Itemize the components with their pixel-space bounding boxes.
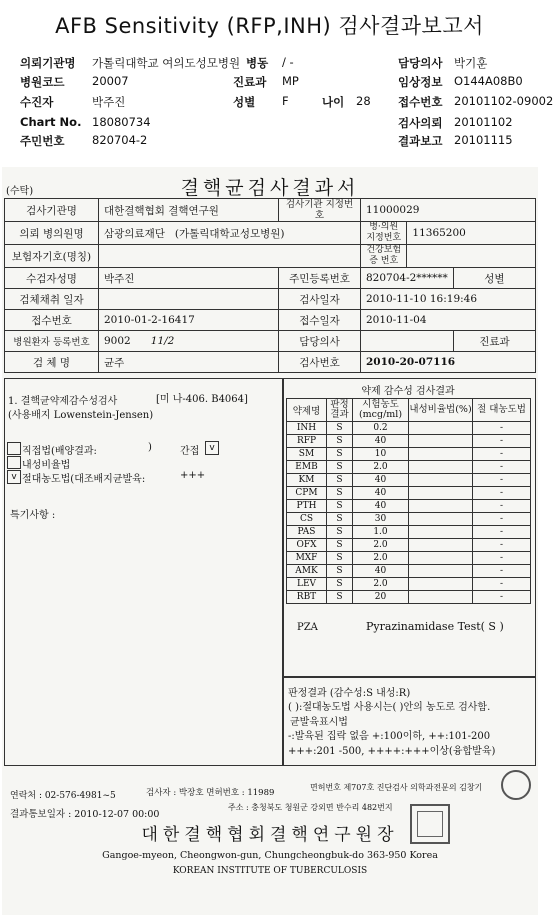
reg-handwritten: 11/2 [150,335,175,347]
drug-name: KM [287,474,327,487]
concentration-value: 2.0 [353,539,409,552]
drug-name: LEV [287,578,327,591]
drug-name: EMB [287,461,327,474]
chart-label: Chart No. [20,115,82,129]
direct-method-paren: ) [148,442,152,453]
doctor-label-sheet: 담당의사 [279,331,361,352]
test-date-value: 2010-11-10 16:19:46 [361,289,536,310]
footer-license: 면허번호 제707호 진단검사 의학과전문의 김창기 [310,783,483,792]
footer-address-en: Gangoe-myeon, Cheongwon-gun, Chungcheongbuk-do 363-950 Korea [102,850,438,861]
insured-label: 보험자기호(명칭) [5,245,99,268]
req-note: (가톨릭대학교성모병원) [174,227,285,240]
results-header-row [287,399,531,422]
test-date-label: 검사일자 [279,289,361,310]
judgement-value: S [327,513,353,526]
absolute-value: - [473,565,531,578]
req-value: 삼광의료재단 [104,227,165,240]
proportion-value [409,578,473,591]
pza-label: PZA [297,622,318,633]
patient-value: 박주진 [92,95,126,109]
institution-label: 의뢰기관명 [20,56,76,70]
footer-contact: 연락처 : 02-576-4981~5 [10,791,116,801]
footer-institute-en: KOREAN INSTITUTE OF TUBERCULOSIS [172,866,368,876]
judgement-value: S [327,487,353,500]
request-label: 검사의뢰 [398,116,443,130]
rrn-value: 820704-2****** [361,268,454,289]
judgement-value: S [327,500,353,513]
drug-name: RFP [287,435,327,448]
inst-value: 대한결핵협회 결핵연구원 [99,199,279,222]
remarks-label: 특기사항 : [10,510,56,521]
footer-institute-kr: 대한결핵협회결핵연구원장 [141,825,399,845]
method-line1b: [미 나-406. B4064] [156,394,248,405]
judgement-value: S [327,461,353,474]
absolute-value: - [473,448,531,461]
proportion-value [409,526,473,539]
age-label: 나이 [322,95,345,109]
tb-result-sheet [4,170,536,915]
indirect-label: 간접 [180,446,200,457]
result-row [287,487,531,500]
proportion-value [409,565,473,578]
indirect-checkbox[interactable]: v [205,441,219,455]
col-proportion: 내성비율법(%) [409,399,473,422]
request-value: 20101102 [454,115,513,129]
judgement-value: S [327,435,353,448]
absolute-value: - [473,552,531,565]
institution-value: 가톨릭대학교 여의도성모병원 [92,56,241,70]
absolute-value: - [473,539,531,552]
judgement-value: S [327,552,353,565]
test-no-value: 2010-20-07116 [361,352,536,373]
proportion-value [409,422,473,435]
req-label: 의뢰 병의원명 [5,222,99,245]
judgement-l2: ( ):절대농도법 사용시는( )안의 농도로 검사함. [288,702,491,713]
judgement-l4: -:발육된 집락 없음 +:100이하, ++:101-200 [288,731,491,742]
reg-value: 9002 [104,335,131,347]
absolute-value: - [473,526,531,539]
sex-label: 성별 [233,95,256,109]
absolute-value: - [473,487,531,500]
sex-label-sheet: 성별 [453,268,535,289]
concentration-value: 20 [353,591,409,604]
concentration-value: 0.2 [353,422,409,435]
collect-value [99,289,279,310]
proportion-value [409,487,473,500]
drug-name: PAS [287,526,327,539]
patient-name-label: 수검자성명 [5,268,99,289]
proportion-value [409,500,473,513]
test-no-label: 검사번호 [279,352,361,373]
judgement-value: S [327,565,353,578]
concentration-value: 40 [353,435,409,448]
col-concentration: 시험농도(mcg/ml) [353,399,409,422]
absolute-value: - [473,591,531,604]
patient-info-table [4,198,536,373]
doctor-value-sheet [361,331,454,352]
judgement-value: S [327,448,353,461]
judgement-l3: 균발육표시법 [290,717,348,728]
concentration-value: 40 [353,565,409,578]
dept-label-sheet: 진료과 [453,331,535,352]
dept-value: MP [282,74,299,88]
result-row [287,591,531,604]
official-seal-icon [410,804,450,844]
desig-label: 검사기관 지정번호 [279,199,361,222]
judgement-l1: 판정결과 (감수성:S 내성:R) [288,688,411,699]
absolute-value: - [473,500,531,513]
patient-name-value: 박주진 [99,268,279,289]
proportion-value [409,539,473,552]
proportion-method-label: 내성비율법 [22,460,71,471]
result-row [287,500,531,513]
specimen-label: 검 체 명 [5,352,99,373]
result-row [287,461,531,474]
drug-name: SM [287,448,327,461]
col-absolute: 절 대농도법 [473,399,531,422]
ward-value: / - [282,55,294,69]
collect-label: 검체채취 일자 [5,289,99,310]
absolute-value: - [473,422,531,435]
receipt-no-value: 2010-01-2-16417 [99,310,279,331]
desig-value: 11000029 [361,199,536,222]
judgement-value: S [327,474,353,487]
resident-value: 820704-2 [92,133,148,147]
cert-value [407,245,536,268]
report-date-label: 결과보고 [398,134,443,148]
doctor-value: 박기훈 [454,56,488,70]
result-row [287,448,531,461]
dept-label: 진료과 [233,75,267,89]
proportion-value [409,474,473,487]
specimen-value: 균주 [99,352,279,373]
col-judgement: 판정결과 [327,399,353,422]
drug-name: RBT [287,591,327,604]
receipt-date-label: 접수일자 [279,310,361,331]
clinical-value: O144A08B0 [454,74,523,88]
concentration-value: 30 [353,513,409,526]
absolute-value: - [473,435,531,448]
drug-name: OFX [287,539,327,552]
absolute-value: - [473,513,531,526]
direct-method-label: 직접법(배양결과: [22,446,97,457]
result-row [287,513,531,526]
absolute-method-checkbox[interactable]: v [7,470,21,484]
age-value: 28 [356,94,371,108]
rrn-label: 주민등록번호 [279,268,361,289]
round-seal-icon [501,770,531,800]
chart-value: 18080734 [92,115,151,129]
drug-name: AMK [287,565,327,578]
consignment-tag: (수탁) [6,186,34,197]
judgement-value: S [327,578,353,591]
footer-notice-date: 결과통보일자 : 2010-12-07 00:00 [10,809,160,820]
receipt-no-label: 접수번호 [5,310,99,331]
code-label: 병원코드 [20,75,65,89]
sheet-title: 결핵균검사결과서 [180,177,360,199]
receipt-label: 접수번호 [398,95,443,109]
method-line1: 1. 결핵균약제감수성검사 [8,396,118,407]
drug-name: INH [287,422,327,435]
proportion-value [409,435,473,448]
concentration-value: 40 [353,474,409,487]
drug-name: CS [287,513,327,526]
clinic-value: 11365200 [407,222,536,245]
proportion-value [409,461,473,474]
result-row [287,422,531,435]
report-title: AFB Sensitivity (RFP,INH) 검사결과보고서 [55,14,484,38]
judgement-value: S [327,539,353,552]
results-table [286,398,531,604]
reg-label: 병원환자 등록번호 [5,331,99,352]
result-row [287,578,531,591]
concentration-value: 40 [353,487,409,500]
report-date-value: 20101115 [454,133,513,147]
result-row [287,565,531,578]
insured-value [99,245,361,268]
results-title: 약제 감수성 검사결과 [361,386,455,397]
concentration-value: 40 [353,500,409,513]
absolute-value: - [473,461,531,474]
clinical-label: 임상정보 [398,75,443,89]
patient-label: 수진자 [20,95,54,109]
code-value: 20007 [92,74,129,88]
method-panel [4,378,284,766]
drug-name: PTH [287,500,327,513]
judgement-value: S [327,526,353,539]
receipt-date-value: 2010-11-04 [361,310,536,331]
direct-method-checkbox[interactable] [7,442,21,455]
concentration-value: 2.0 [353,578,409,591]
concentration-value: 2.0 [353,461,409,474]
absolute-value: - [473,474,531,487]
clinic-label: 병·의원 지정번호 [361,222,407,245]
col-drug: 약제명 [287,399,327,422]
result-row [287,539,531,552]
cert-label: 건강보험 증 번호 [361,245,407,268]
ward-label: 병동 [246,56,269,70]
result-row [287,474,531,487]
drug-name: CPM [287,487,327,500]
proportion-method-checkbox[interactable] [7,456,21,469]
absolute-method-label: 절대농도법(대조배지균발육: [22,474,146,485]
inst-label: 검사기관명 [5,199,99,222]
footer-examiner: 검사자 : 박장호 면허번호 : 11989 [146,788,275,798]
proportion-value [409,448,473,461]
absolute-value: - [473,578,531,591]
concentration-value: 2.0 [353,552,409,565]
absolute-method-value: +++ [180,470,206,481]
proportion-value [409,552,473,565]
sex-value: F [282,94,289,108]
result-row [287,552,531,565]
resident-label: 주민번호 [20,134,65,148]
method-line2: (사용배지 Lowenstein-Jensen) [8,410,154,421]
result-row [287,435,531,448]
drug-name: MXF [287,552,327,565]
concentration-value: 1.0 [353,526,409,539]
result-row [287,526,531,539]
judgement-l5: +++:201 -500, ++++:+++이상(융합발육) [288,746,496,757]
receipt-value: 20101102-09002 [454,94,553,108]
judgement-value: S [327,422,353,435]
doctor-label: 담당의사 [398,56,443,70]
proportion-value [409,513,473,526]
footer-address-kr: 주소 : 충청북도 청원군 강외면 반수리 482번지 [228,803,393,812]
pza-value: Pyrazinamidase Test( S ) [366,620,504,633]
judgement-value: S [327,591,353,604]
proportion-value [409,591,473,604]
concentration-value: 10 [353,448,409,461]
